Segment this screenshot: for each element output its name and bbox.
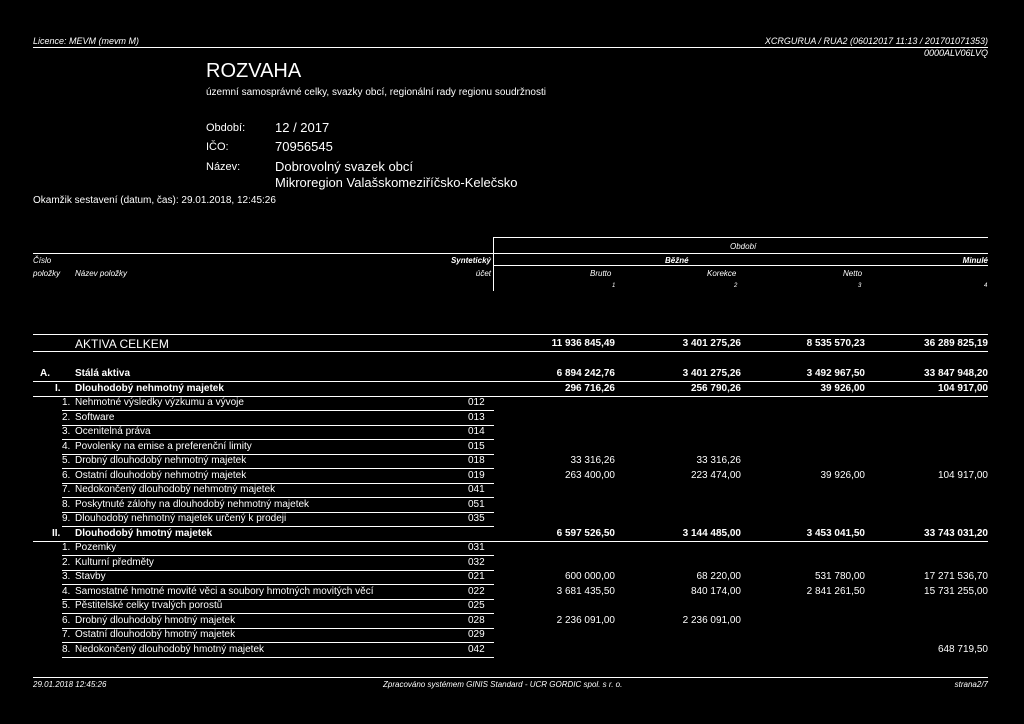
col-minule: Minulé [962, 256, 988, 265]
row-number: 1. [62, 397, 71, 409]
row-name: Software [75, 411, 115, 423]
report-id: 0000ALV06LVQ [923, 48, 988, 58]
row-brutto: 6 597 526,50 [556, 527, 615, 539]
col-bezne: Běžné [665, 256, 689, 265]
row-brutto: 33 316,26 [570, 455, 615, 467]
col-brutto: Brutto [590, 269, 612, 278]
row-brutto: 600 000,00 [564, 571, 615, 583]
row-synteticky-ucet: 041 [468, 484, 485, 496]
header-mid-rule [33, 253, 988, 254]
row-brutto: 3 681 435,50 [556, 585, 615, 597]
row-rule [62, 410, 494, 411]
row-number: 7. [62, 629, 71, 641]
row-number: 6. [62, 614, 71, 626]
row-name: Nedokončený dlouhodobý hmotný majetek [75, 643, 265, 655]
row-netto: 3 453 041,50 [806, 527, 865, 539]
footer-page: strana2/7 [954, 680, 988, 689]
row-minule: 33 847 948,20 [924, 368, 988, 379]
row-minule: 17 271 536,70 [924, 571, 988, 583]
row-number: 4. [62, 440, 71, 452]
col-korekce: Korekce [707, 269, 737, 278]
aktiva-celkem-minule: 36 289 825,19 [924, 338, 988, 349]
row-rule [62, 657, 494, 658]
row-brutto: 6 894 242,76 [556, 368, 615, 379]
col-n4: 4 [984, 283, 988, 289]
header-sub-rule [493, 265, 988, 266]
row-number: 3. [62, 426, 71, 438]
row-synteticky-ucet: 035 [468, 513, 485, 525]
row-korekce: 3 144 485,00 [682, 527, 741, 539]
row-name: Nehmotné výsledky výzkumu a vývoje [75, 397, 244, 409]
col-nazev: Název položky [75, 269, 128, 278]
nazev-line2: Mikroregion Valašskomeziříčsko-Kelečsko [275, 175, 518, 190]
row-netto: 39 926,00 [820, 382, 865, 394]
row-minule: 33 743 031,20 [924, 527, 988, 539]
col-ucet: účet [475, 269, 491, 278]
col-netto: Netto [843, 269, 863, 278]
row-number: I. [55, 382, 61, 394]
row-synteticky-ucet: 028 [468, 614, 485, 626]
row-korekce: 256 790,26 [690, 382, 741, 394]
row-synteticky-ucet: 032 [468, 556, 485, 568]
report-code: XCRGURUA / RUA2 (06012017 11:13 / 201701071353) [764, 36, 988, 46]
row-name: Stálá aktiva [75, 368, 131, 379]
col-synteticky: Syntetický [450, 256, 491, 265]
row-synteticky-ucet: 025 [468, 600, 485, 612]
row-brutto: 296 716,26 [564, 382, 615, 394]
row-minule: 104 917,00 [937, 469, 988, 481]
ico-value: 70956545 [275, 139, 333, 154]
row-number: 7. [62, 484, 71, 496]
row-synteticky-ucet: 042 [468, 643, 485, 655]
row-synteticky-ucet: 013 [468, 411, 485, 423]
row-name: Stavby [75, 571, 106, 583]
row-name: Pěstitelské celky trvalých porostů [75, 600, 223, 612]
aktiva-celkem-netto: 8 535 570,23 [806, 338, 865, 349]
row-synteticky-ucet: 015 [468, 440, 485, 452]
col-obdobi: Období [730, 242, 757, 251]
row-korekce: 33 316,26 [696, 455, 741, 467]
col-n1: 1 [612, 283, 616, 289]
row-synteticky-ucet: 051 [468, 498, 485, 510]
row-synteticky-ucet: 012 [468, 397, 485, 409]
aktiva-celkem-brutto: 11 936 845,49 [551, 338, 615, 349]
row-number: 1. [62, 542, 71, 554]
licence-text: Licence: MEVM (mevm M) [33, 36, 140, 46]
row-synteticky-ucet: 018 [468, 455, 485, 467]
nazev-label: Název: [206, 161, 241, 173]
row-synteticky-ucet: 029 [468, 629, 485, 641]
aktiva-top-rule [33, 334, 988, 335]
row-korekce: 2 236 091,00 [682, 614, 741, 626]
page-title: ROZVAHA [206, 60, 302, 82]
row-name: Dlouhodobý hmotný majetek [75, 527, 213, 539]
obdobi-label: Období: [206, 122, 246, 134]
header-vertical-rule [493, 237, 494, 291]
row-name: Pozemky [75, 542, 117, 554]
col-cislo: Číslo [33, 256, 52, 265]
row-minule: 15 731 255,00 [924, 585, 988, 597]
row-name: Drobný dlouhodobý nehmotný majetek [75, 455, 247, 467]
footer-date: 29.01.2018 12:45:26 [33, 680, 107, 689]
row-minule: 648 719,50 [937, 643, 988, 655]
row-netto: 531 780,00 [814, 571, 865, 583]
row-name: Kulturní předměty [75, 556, 154, 568]
row-number: 8. [62, 643, 71, 655]
header-top-rule [493, 237, 988, 238]
row-number: A. [40, 368, 50, 379]
footer-rule [33, 677, 988, 678]
col-polozky: položky [33, 269, 61, 278]
row-korekce: 3 401 275,26 [682, 368, 741, 379]
row-synteticky-ucet: 022 [468, 585, 485, 597]
row-name: Ostatní dlouhodobý nehmotný majetek [75, 469, 247, 481]
row-name: Povolenky na emise a preferenční limity [75, 440, 252, 452]
row-netto: 2 841 261,50 [806, 585, 865, 597]
row-name: Samostatné hmotné movité věci a soubory hmotných movitých věcí [75, 585, 374, 597]
ico-label: IČO: [206, 141, 229, 153]
row-number: 2. [62, 411, 71, 423]
row-name: Dlouhodobý nehmotný majetek [75, 382, 224, 394]
row-name: Drobný dlouhodobý hmotný majetek [75, 614, 236, 626]
aktiva-bottom-rule [33, 351, 988, 352]
row-number: 3. [62, 571, 71, 583]
row-netto: 39 926,00 [820, 469, 865, 481]
footer-system: Zpracováno systémem GINIS Standard - UCR GORDIC spol. s r. o. [383, 680, 623, 689]
row-number: II. [52, 527, 61, 539]
row-brutto: 2 236 091,00 [556, 614, 615, 626]
aktiva-celkem-label: AKTIVA CELKEM [75, 337, 169, 351]
row-synteticky-ucet: 031 [468, 542, 485, 554]
row-minule: 104 917,00 [937, 382, 988, 394]
page-subtitle: územní samosprávné celky, svazky obcí, regionální rady regionu soudržnosti [206, 87, 546, 98]
row-name: Nedokončený dlouhodobý nehmotný majetek [75, 484, 276, 496]
row-synteticky-ucet: 019 [468, 469, 485, 481]
header-rule [33, 47, 988, 48]
row-number: 2. [62, 556, 71, 568]
col-n2: 2 [734, 283, 738, 289]
row-synteticky-ucet: 014 [468, 426, 485, 438]
row-netto: 3 492 967,50 [806, 368, 865, 379]
row-number: 5. [62, 455, 71, 467]
row-korekce: 68 220,00 [696, 571, 741, 583]
row-name: Dlouhodobý nehmotný majetek určený k prodeji [75, 513, 287, 525]
okamzik-sestaveni: Okamžik sestavení (datum, čas): 29.01.2018, 12:45:26 [33, 195, 276, 206]
row-korekce: 223 474,00 [690, 469, 741, 481]
row-number: 5. [62, 600, 71, 612]
aktiva-celkem-korekce: 3 401 275,26 [682, 338, 741, 349]
row-rule [33, 541, 988, 542]
col-n3: 3 [858, 283, 862, 289]
nazev-line1: Dobrovolný svazek obcí [275, 159, 414, 174]
row-number: 8. [62, 498, 71, 510]
row-number: 6. [62, 469, 71, 481]
row-synteticky-ucet: 021 [468, 571, 485, 583]
row-name: Poskytnuté zálohy na dlouhodobý nehmotný majetek [75, 498, 310, 510]
row-name: Ostatní dlouhodobý hmotný majetek [75, 629, 236, 641]
row-korekce: 840 174,00 [690, 585, 741, 597]
row-number: 4. [62, 585, 71, 597]
row-rule [62, 570, 494, 571]
row-brutto: 263 400,00 [564, 469, 615, 481]
row-name: Ocenitelná práva [75, 426, 151, 438]
row-number: 9. [62, 513, 71, 525]
obdobi-value: 12 / 2017 [275, 120, 330, 135]
